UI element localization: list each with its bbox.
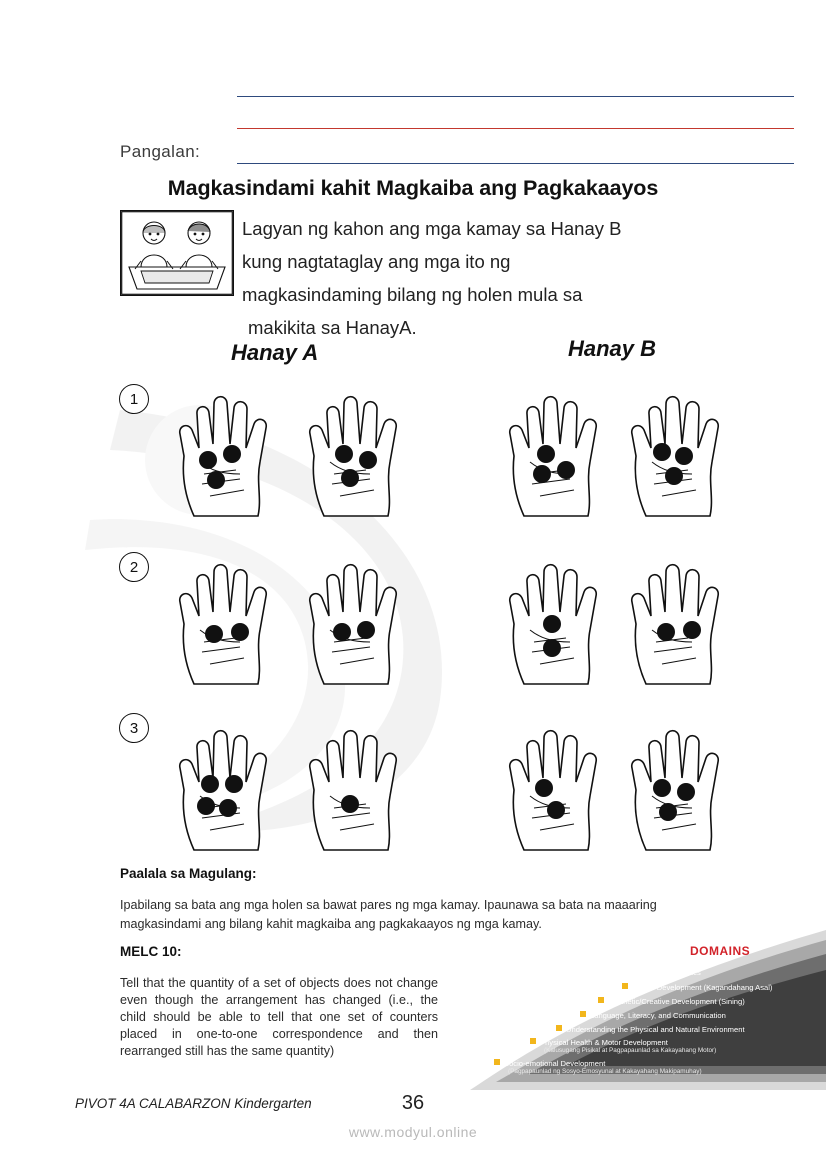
domain-label: Socio-emotional Development <box>504 1059 606 1068</box>
parent-note-text: Ipabilang sa bata ang mga holen sa bawat pares ng mga kamay. Ipaunawa sa bata na maaaring magkasindami ang bilang kahit magkaiba ang pagkakaayos ng mga kamay. <box>120 898 657 931</box>
hand-r3-a1 <box>170 712 290 852</box>
domain-label: Language, Literacy, and Communication <box>590 1011 726 1020</box>
hand-r3-b1[interactable] <box>500 712 620 852</box>
row-number-2: 2 <box>119 552 149 582</box>
classroom-illustration <box>120 210 234 296</box>
instruction-line-2: kung nagtataglay ang mga ito ng <box>242 251 511 272</box>
instruction-line-2-wrap <box>242 245 794 278</box>
domains-title: DOMAINS <box>690 944 751 958</box>
page-number: 36 <box>401 1092 425 1114</box>
domain-item-mathematics <box>648 968 701 977</box>
instruction-line-4: makikita sa HanayA. <box>248 317 417 338</box>
domain-label: Values Development (Kagandahang Asal) <box>632 983 773 992</box>
header-rule-red <box>237 128 794 129</box>
hand-r2-b2[interactable] <box>622 546 742 686</box>
bullet-square-icon <box>598 997 604 1003</box>
row-number-1: 1 <box>119 384 149 414</box>
melc-text: Tell that the quantity of a set of objects does not change even though the arrangement has changed (i.e., the child should be able to tell that one set of counters placed in one-to-one correspondence and then rearranged still has the same quantity) <box>120 976 438 1058</box>
domain-sublabel: (Pagpapaunlad ng Sosyo-Emosyunal at Kakayahang Makipamuhay) <box>508 1068 702 1075</box>
hand-r2-a1 <box>170 546 290 686</box>
row-number-3: 3 <box>119 713 149 743</box>
domain-item-environment <box>556 1025 745 1034</box>
hand-r1-b2[interactable] <box>622 378 742 518</box>
domain-label: Understanding the Physical and Natural Environment <box>566 1025 745 1034</box>
hand-r2-a2 <box>300 546 420 686</box>
name-label: Pangalan: <box>120 142 201 161</box>
domain-item-physical-health <box>530 1038 716 1054</box>
instruction-line-1: Lagyan ng kahon ang mga kamay sa Hanay B <box>242 218 622 239</box>
parent-note-heading: Paalala sa Magulang: <box>120 866 257 881</box>
instruction-text <box>242 212 794 344</box>
hand-r2-b1[interactable] <box>500 546 620 686</box>
header-rule-top <box>237 96 794 97</box>
bullet-square-icon <box>530 1038 536 1044</box>
bullet-square-icon <box>556 1025 562 1031</box>
column-header-hanay-b: Hanay B <box>568 336 657 361</box>
column-header-hanay-a: Hanay A <box>231 340 319 365</box>
instruction-line-3: magkasindaming bilang ng holen mula sa <box>242 284 583 305</box>
domain-item-socio-emotional <box>494 1059 702 1075</box>
hand-r1-a2 <box>300 378 420 518</box>
page-title: Magkasindami kahit Magkaiba ang Pagkakaayos <box>167 176 659 200</box>
bullet-square-icon <box>622 983 628 989</box>
hand-r3-a2 <box>300 712 420 852</box>
domain-label: Mathematics <box>657 968 701 977</box>
domain-label: Physical Health & Motor Development <box>540 1038 668 1047</box>
bullet-square-icon <box>494 1059 500 1065</box>
melc-heading: MELC 10: <box>120 944 182 959</box>
name-rule <box>237 163 794 164</box>
domain-label: Aesthetic/Creative Development (Sining) <box>608 997 745 1006</box>
hand-r1-a1 <box>170 378 290 518</box>
hand-r1-b1[interactable] <box>500 378 620 518</box>
decorative-watermark <box>80 400 500 850</box>
hand-r3-b2[interactable] <box>622 712 742 852</box>
domain-item-language <box>580 1011 726 1020</box>
domain-item-aesthetic <box>598 997 745 1006</box>
footer-watermark-url: www.modyul.online <box>348 1124 478 1140</box>
footer-source: PIVOT 4A CALABARZON Kindergarten <box>75 1096 312 1111</box>
bullet-square-icon <box>580 1011 586 1017</box>
domain-sublabel: (Kalusugang Pisikal at Pagpapaunlad sa Kakayahang Motor) <box>544 1047 717 1054</box>
check-icon: ✓ <box>648 968 655 977</box>
domain-item-values <box>622 983 772 992</box>
